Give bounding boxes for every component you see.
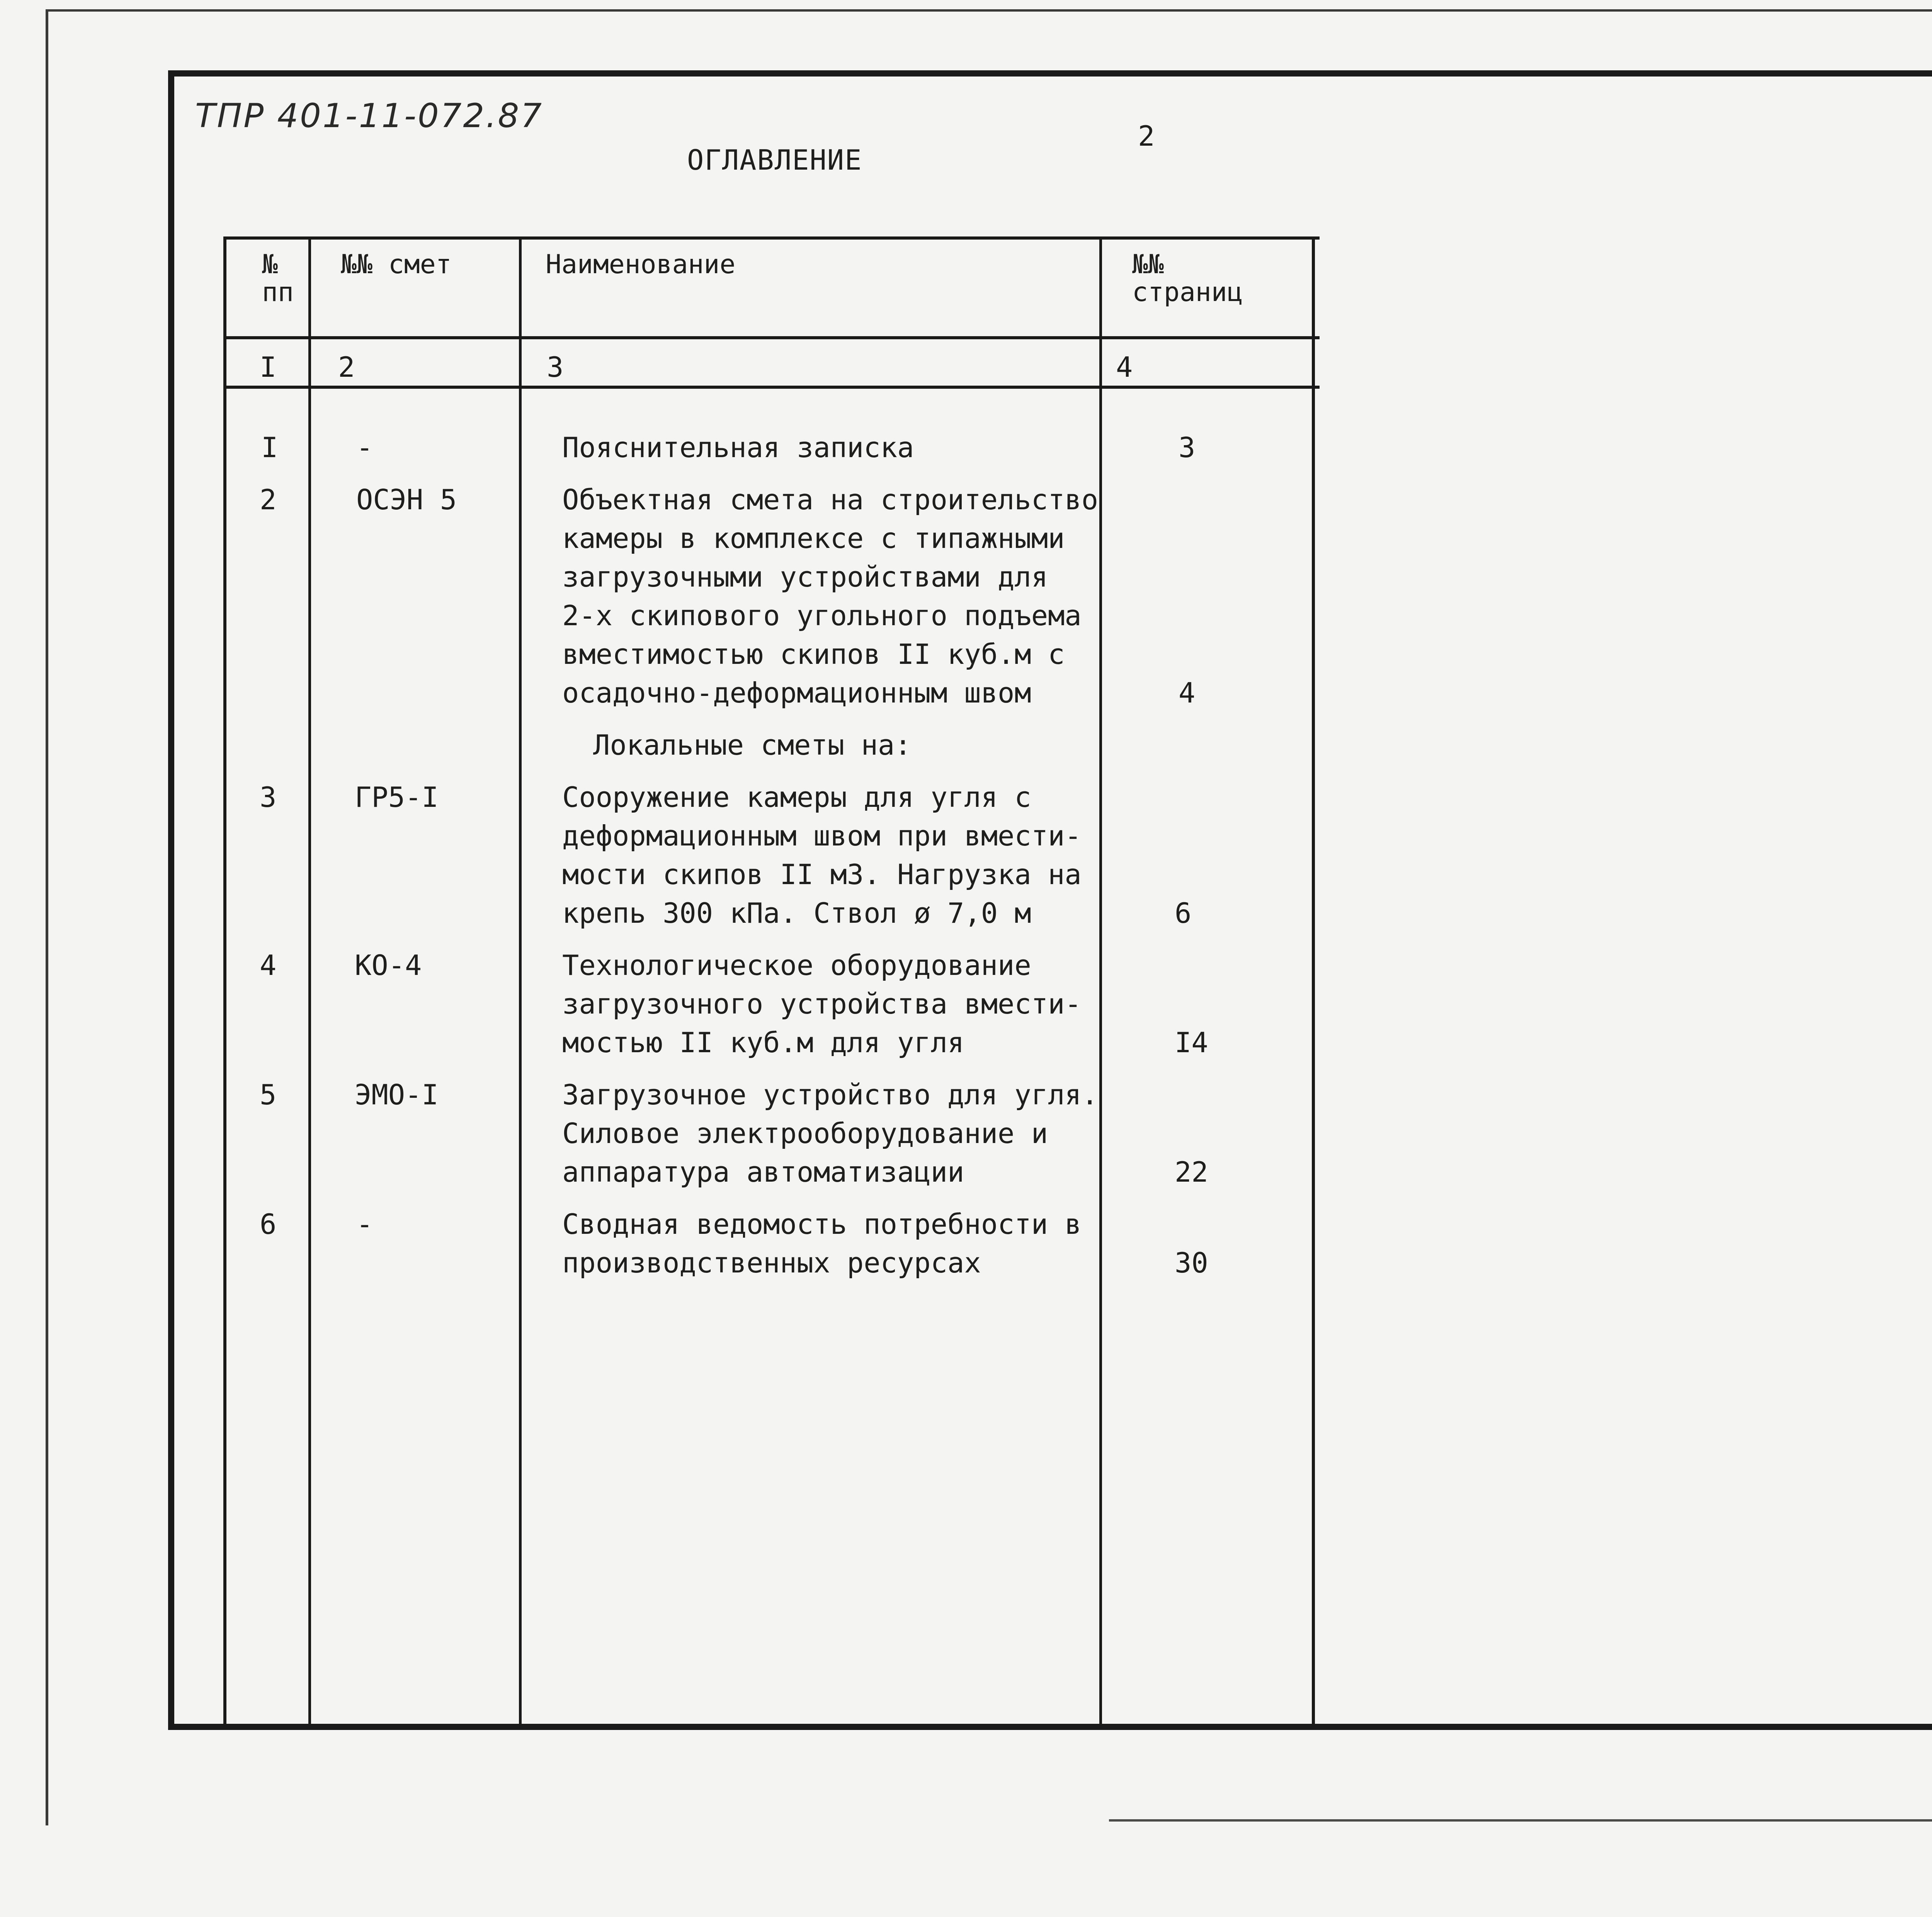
page-ref: I4 bbox=[1175, 1026, 1208, 1059]
item-name-line: Сооружение камеры для угля с bbox=[562, 781, 1031, 813]
item-name-line: загрузочного устройства вмести- bbox=[562, 988, 1082, 1020]
sheet-edge-bottom bbox=[1109, 1819, 1932, 1822]
header-name: Наименование bbox=[546, 249, 736, 280]
item-name-line: загрузочными устройствами для bbox=[562, 561, 1048, 593]
header-num-line2: пп bbox=[262, 277, 294, 308]
row-number: I bbox=[261, 431, 278, 464]
item-name bbox=[562, 480, 1098, 712]
item-name bbox=[562, 1075, 1098, 1191]
table-col-border-4 bbox=[1099, 236, 1102, 1728]
item-name-line: Сводная ведомость потребности в bbox=[562, 1208, 1082, 1240]
page-ref: 4 bbox=[1179, 677, 1196, 709]
page-ref: 6 bbox=[1175, 897, 1192, 929]
page-ref: 3 bbox=[1179, 431, 1196, 464]
item-name-line: аппаратура автоматизации bbox=[562, 1156, 964, 1188]
estimate-code: - bbox=[356, 431, 373, 464]
column-number-2: 2 bbox=[338, 351, 355, 383]
item-name-line: мости скипов II м3. Нагрузка на bbox=[562, 858, 1082, 891]
column-number-1: I bbox=[260, 351, 277, 383]
item-name-line: мостью II куб.м для угля bbox=[562, 1026, 964, 1059]
item-name-line: Технологическое оборудование bbox=[562, 949, 1031, 981]
item-name-line: вместимостью скипов II куб.м с bbox=[562, 638, 1065, 670]
item-name-line: осадочно-деформационным швом bbox=[562, 677, 1031, 709]
item-name-line: камеры в комплексе с типажными bbox=[562, 522, 1065, 555]
column-number-3: 3 bbox=[547, 351, 564, 383]
item-name-line: деформационным швом при вмести- bbox=[562, 820, 1082, 852]
estimate-code: ГР5-I bbox=[355, 781, 439, 813]
table-col-border-3 bbox=[519, 236, 522, 1728]
row-number: 5 bbox=[260, 1078, 277, 1111]
row-number: 3 bbox=[260, 781, 277, 813]
sheet-edge-top bbox=[46, 9, 1932, 12]
section-subheading bbox=[593, 726, 912, 764]
item-name-line: Пояснительная записка bbox=[562, 431, 914, 464]
item-name-line: производственных ресурсах bbox=[562, 1247, 981, 1279]
sheet-edge-left bbox=[46, 9, 48, 1825]
row-number: 6 bbox=[260, 1208, 277, 1240]
row-number: 4 bbox=[260, 949, 277, 981]
estimate-code: ЭМО-I bbox=[355, 1078, 439, 1111]
header-pages-line1: №№ bbox=[1132, 249, 1164, 280]
estimate-code: ОСЭН 5 bbox=[356, 483, 457, 516]
item-name-line: крепь 300 кПа. Ствол ø 7,0 м bbox=[562, 897, 1031, 929]
page-title: ОГЛАВЛЕНИЕ bbox=[687, 144, 862, 176]
estimate-code: - bbox=[356, 1208, 373, 1240]
estimate-code: КО-4 bbox=[355, 949, 422, 981]
table-col-border-1 bbox=[223, 236, 226, 1728]
header-pages-line2: страниц bbox=[1132, 277, 1243, 308]
page-ref: 22 bbox=[1175, 1156, 1208, 1188]
item-name-line: Силовое электрооборудование и bbox=[562, 1117, 1048, 1150]
item-name bbox=[562, 428, 914, 467]
table-col-border-5 bbox=[1312, 236, 1315, 1728]
table-header-divider bbox=[226, 336, 1320, 339]
column-number-4: 4 bbox=[1116, 351, 1133, 383]
page-number: 2 bbox=[1138, 120, 1155, 152]
table-number-divider bbox=[226, 386, 1320, 389]
item-name-line: 2-х скипового угольного подъема bbox=[562, 599, 1082, 632]
item-name bbox=[562, 946, 1082, 1062]
item-name bbox=[562, 1205, 1082, 1282]
table-col-border-2 bbox=[308, 236, 311, 1728]
page-ref: 30 bbox=[1175, 1247, 1208, 1279]
item-name-line: Локальные сметы на: bbox=[593, 729, 912, 761]
document-code: ТПР 401-11-072.87 bbox=[195, 97, 543, 135]
header-code: №№ смет bbox=[341, 249, 452, 280]
row-number: 2 bbox=[260, 483, 277, 516]
item-name-line: Объектная смета на строительство bbox=[562, 483, 1099, 516]
header-num-line1: № bbox=[262, 249, 278, 280]
item-name bbox=[562, 778, 1082, 932]
item-name-line: Загрузочное устройство для угля. bbox=[562, 1078, 1099, 1111]
table-top-border bbox=[226, 236, 1320, 240]
